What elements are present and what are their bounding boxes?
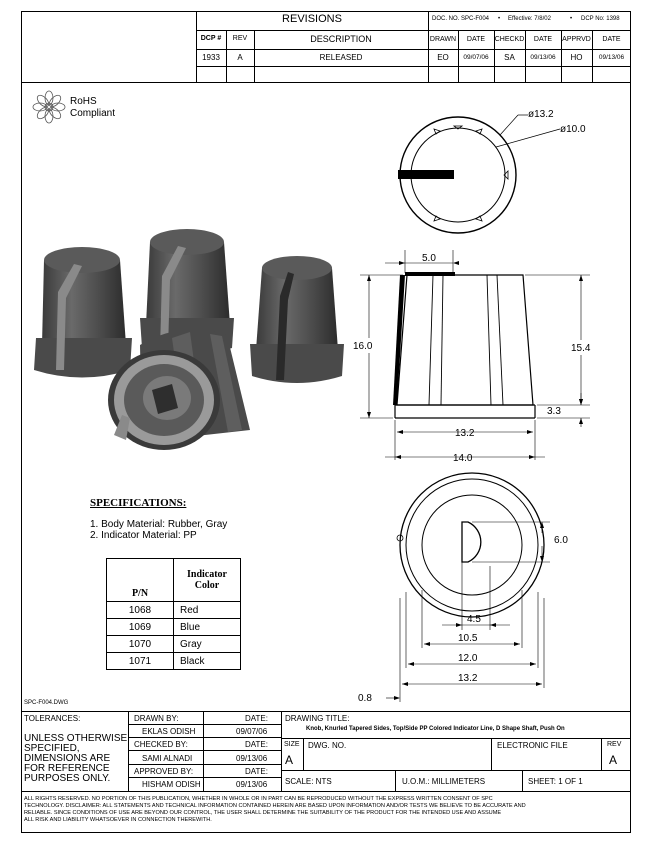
pn-header: P/N <box>107 559 174 602</box>
table-row <box>107 653 241 670</box>
spec-item-2: 2. Indicator Material: PP <box>90 530 197 541</box>
side-height-label: 15.4 <box>571 343 591 354</box>
height-label: 16.0 <box>353 341 373 352</box>
doc-number: DOC. NO. SPC-F004 <box>432 16 490 22</box>
drawn-by-label: DRAWN BY: <box>134 714 179 723</box>
dwg-no-label: DWG. NO. <box>308 741 347 750</box>
disclaimer-line-2: TECHNOLOGY. DISCLAIMER: ALL STATEMENTS AND TECHNICAL INFORMATION CONTAINED HEREIN ARE BASED UPON INFORMATION AND/OR TESTS WE BELIEVE TO BE ACCURATE AND <box>24 803 526 809</box>
size-value: A <box>285 753 294 767</box>
rev-dcp: 1933 <box>202 53 220 62</box>
checked-by-label: CHECKED BY: <box>134 740 188 749</box>
rev-header-date: DATE <box>533 36 553 43</box>
drawn-date: 09/07/06 <box>236 727 268 736</box>
d-flat-label: 4.5 <box>467 614 481 625</box>
pn-cell: 1070 <box>107 636 174 653</box>
size-label: SIZE <box>284 741 300 748</box>
drawn-by-name: EKLAS ODISH <box>142 727 196 736</box>
inner-diameter-label: ø10.0 <box>560 124 586 135</box>
checked-by-name: SAMI ALNADI <box>142 754 193 763</box>
spec-item-1: 1. Body Material: Rubber, Gray <box>90 519 228 530</box>
overall-width-label: 14.0 <box>453 453 473 464</box>
dim-0-8-label: 0.8 <box>358 693 372 704</box>
table-row <box>107 602 241 619</box>
disclaimer-line-3: RELIABLE. SINCE CONDITIONS OF USE ARE BEYOND OUR CONTROL, THE USER SHALL DETERMINE THE SUITABILITY OF THE PRODUCT FOR THE INTENDED USE AND ASSUME <box>24 810 502 816</box>
rev-drawn: EO <box>437 53 449 62</box>
base-height-label: 3.3 <box>547 406 561 417</box>
d-shaft-label: 6.0 <box>554 535 568 546</box>
color-cell: Gray <box>174 636 241 653</box>
specifications-title: SPECIFICATIONS: <box>90 497 187 509</box>
table-row <box>107 636 241 653</box>
disclaimer-line-1: ALL RIGHTS RESERVED. NO PORTION OF THIS PUBLICATION, WHETHER IN WHOLE OR IN PART CAN BE REPRODUCED WITHOUT THE EXPRESS WRITTEN CONSENT OF SPC <box>24 796 493 802</box>
effective-date: Effective: 7/8/02 <box>508 16 551 22</box>
rev-drawn-date: 09/07/06 <box>463 54 489 61</box>
rohs-flower-icon <box>32 90 66 124</box>
rev-approved-date: 09/13/06 <box>598 54 625 61</box>
base-width-label: 13.2 <box>455 428 475 439</box>
color-cell: Black <box>174 653 241 670</box>
tolerances-line-2: SPECIFIED, <box>24 743 80 754</box>
checked-date: 09/13/06 <box>236 754 268 763</box>
rev-header-rev: REV <box>232 35 248 42</box>
disclaimer-line-4: ALL RISK AND LIABILITY WHATSOEVER IN CONNECTION THEREWITH. <box>24 817 212 823</box>
electronic-file-label: ELECTRONIC FILE <box>497 741 568 750</box>
color-header-line-2: Color <box>194 580 220 591</box>
rev-description: RELEASED <box>319 53 363 62</box>
color-cell: Red <box>174 602 241 619</box>
approved-date-label: DATE: <box>245 767 268 776</box>
approved-by-label: APPROVED BY: <box>134 767 194 776</box>
rohs-label: RoHS <box>70 96 97 107</box>
rev-header-date: DATE <box>466 36 486 43</box>
knob-back-right <box>250 256 344 383</box>
rev-label: REV <box>607 741 622 748</box>
rev-letter: A <box>237 53 243 62</box>
top-view-drawing <box>370 95 640 255</box>
bottom-view-drawing <box>350 470 600 705</box>
knob-photo <box>22 220 352 460</box>
outer-diameter-label: ø13.2 <box>528 109 554 120</box>
tolerances-line-4: FOR REFERENCE <box>24 763 110 774</box>
rev-checked-date: 09/13/06 <box>530 54 556 61</box>
rohs-compliant-label: Compliant <box>70 108 116 119</box>
table-row <box>107 619 241 636</box>
rev-header-date: DATE <box>602 36 621 43</box>
dwg-filename: SPC-F004.DWG <box>24 700 69 706</box>
rev-checked: SA <box>504 53 515 62</box>
approved-date: 09/13/06 <box>236 780 268 789</box>
rev-header-description: DESCRIPTION <box>310 34 372 44</box>
drawn-date-label: DATE: <box>245 714 268 723</box>
scale-label: SCALE: NTS <box>285 777 332 786</box>
rev-value: A <box>609 753 618 767</box>
rev-header-dcp: DCP # <box>200 35 222 42</box>
color-header-line-1: Indicator <box>187 569 227 580</box>
part-number-table <box>106 558 241 670</box>
checked-date-label: DATE: <box>245 740 268 749</box>
pn-cell: 1071 <box>107 653 174 670</box>
drawing-title: Knob, Knurled Tapered Sides, Top/Side PP Colored Indicator Line, D Shape Shaft, Push On <box>306 726 565 732</box>
tolerances-line-5: PURPOSES ONLY. <box>24 773 111 784</box>
revisions-title: REVISIONS <box>282 13 342 25</box>
side-view-drawing <box>345 245 625 465</box>
approved-by-name: HISHAM ODISH <box>142 780 201 789</box>
rev-header-drawn: DRAWN <box>429 36 457 43</box>
tolerances-label: TOLERANCES: <box>24 714 81 723</box>
uom-label: U.O.M.: MILLIMETERS <box>402 777 486 786</box>
color-header <box>174 559 241 602</box>
dcp-number: DCP No: 1398 <box>581 16 620 22</box>
top-width-label: 5.0 <box>422 253 436 264</box>
knob-back-left <box>34 247 132 378</box>
dim-12-0-label: 12.0 <box>458 653 478 664</box>
tolerances-line-1: UNLESS OTHERWISE <box>24 733 128 744</box>
rev-approved: HO <box>570 53 583 62</box>
dim-13-2-label: 13.2 <box>458 673 478 684</box>
tolerances-line-3: DIMENSIONS ARE <box>24 753 111 764</box>
rev-header-approved: APPRVD <box>562 36 591 43</box>
sheet-label: SHEET: 1 OF 1 <box>528 777 583 786</box>
pn-cell: 1068 <box>107 602 174 619</box>
rev-header-checked: CHECKD <box>494 36 525 43</box>
color-cell: Blue <box>174 619 241 636</box>
drawing-title-label: DRAWING TITLE: <box>285 714 350 723</box>
pn-cell: 1069 <box>107 619 174 636</box>
dim-10-5-label: 10.5 <box>458 633 478 644</box>
